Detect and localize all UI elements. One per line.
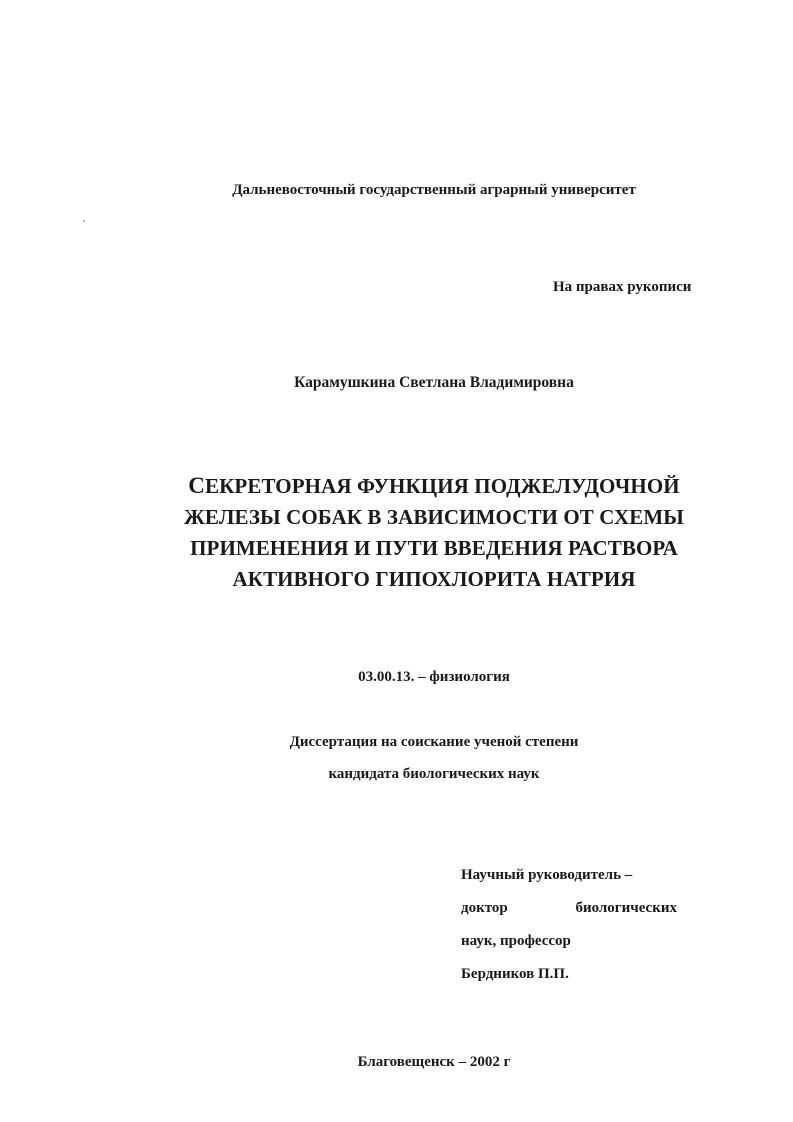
scan-speck (83, 220, 85, 222)
city-and-year: Благовещенск – 2002 г (357, 1054, 511, 1070)
title-line-4: АКТИВНОГО ГИПОХЛОРИТА НАТРИЯ (232, 567, 636, 591)
title-initial-letter: С (188, 473, 205, 498)
dissertation-title (0, 470, 793, 595)
specialty-code: 03.00.13. – физиология (358, 669, 510, 685)
advisor-title-word-2: биологических (575, 900, 677, 916)
advisor-title-word-1: доктор (461, 900, 508, 916)
title-line-1 (0, 470, 793, 502)
dissertation-degree-line-2: кандидата биологических наук (328, 766, 540, 782)
advisor-name: Бердников П.П. (461, 966, 569, 982)
manuscript-rights-note: На правах рукописи (553, 279, 692, 295)
title-line-2: ЖЕЛЕЗЫ СОБАК В ЗАВИСИМОСТИ ОТ СХЕМЫ (184, 505, 684, 529)
dissertation-degree-line-1: Диссертация на соискание ученой степени (289, 734, 579, 750)
title-line-1-text: ЕКРЕТОРНАЯ ФУНКЦИЯ ПОДЖЕЛУДОЧНОЙ (204, 474, 680, 498)
advisor-line-2 (461, 892, 677, 925)
scientific-advisor-block (461, 859, 677, 991)
advisor-line-3: наук, профессор (461, 933, 571, 949)
advisor-line-1: Научный руководитель – (461, 867, 633, 883)
university-name: Дальневосточный государственный аграрный университет (232, 182, 636, 198)
title-line-3: ПРИМЕНЕНИЯ И ПУТИ ВВЕДЕНИЯ РАСТВОРА (190, 536, 678, 560)
author-name: Карамушкина Светлана Владимировна (294, 374, 574, 391)
